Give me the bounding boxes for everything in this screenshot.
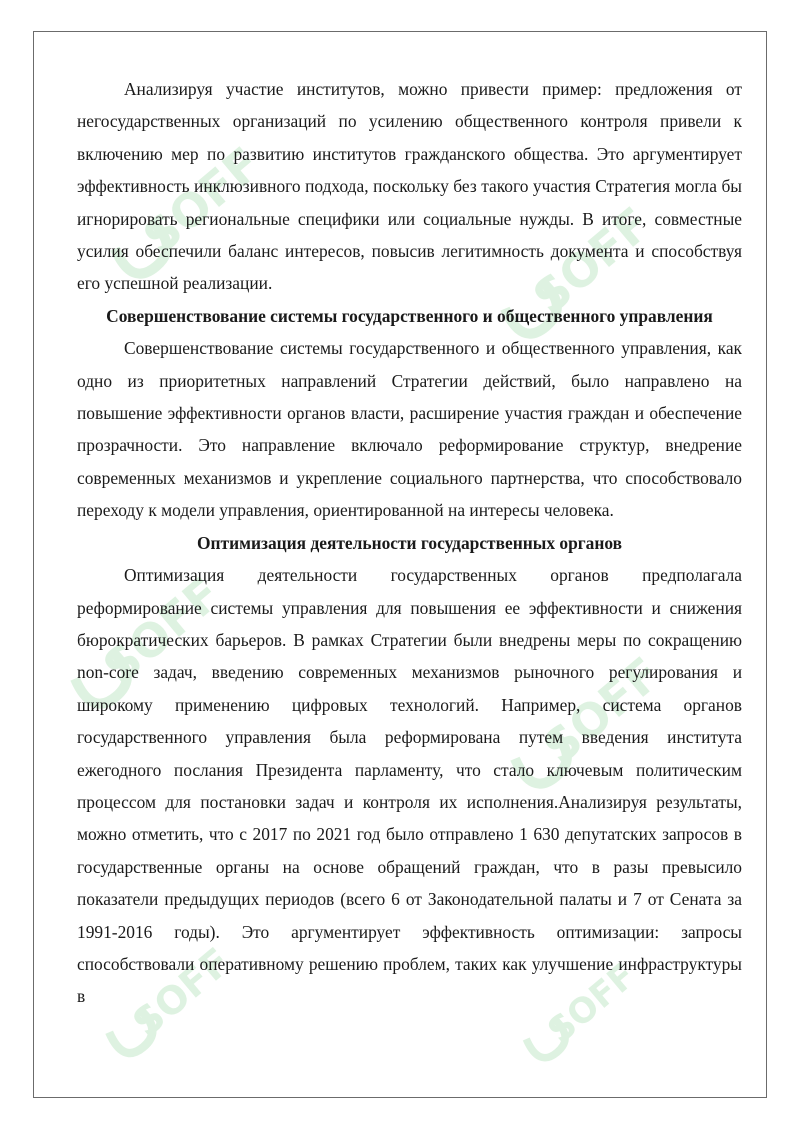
paragraph-optimization: Оптимизация деятельности государственных органов предполагала реформирование системы управления для повышения ее эффективности и снижения бюрократических барьеров. В рамках Стратегии были внедрены меры по сокращению non-core задач, введению современных механизмов рыночного регулирования и широкому применению цифровых технологий. Например, система органов государственного управления была реформирована путем введения института ежегодного послания Президента парламенту, что стало ключевым политическим процессом для постановки задач и контроля их исполнения.Анализируя результаты, можно отметить, что с 2017 по 2021 год было отправлено 1 630 депутатских запросов в государственные органы на основе обращений граждан, что в разы превысило показатели предыдущих периодов (всего 6 от Законодательной палаты и 7 от Сената за 1991-2016 годы). Это аргументирует эффективность оптимизации: запросы способствовали оперативному решению проблем, таких как улучшение инфраструктуры в	[77, 565, 742, 1007]
watermark-text: SOFF	[132, 136, 272, 265]
watermark-text: SOFF	[92, 566, 232, 695]
section-heading-governance: Совершенствование системы государственного и общественного управления	[106, 305, 713, 326]
section-heading-optimization: Оптимизация деятельности государственных органов	[196, 532, 623, 553]
watermark-text: SOFF	[522, 196, 662, 325]
paragraph-governance-improvement: Совершенствование системы государственного и общественного управления, как одно из приоритетных направлений Стратегии действий, было направлено на повышение эффективности органов власти, расширение участия граждан и обеспечение прозрачности. Это направление включало реформирование структур, внедрение современных механизмов и укрепление социального партнерства, что способствовало переходу к модели управления, ориентированной на интересы человека.	[77, 338, 742, 521]
document-body	[77, 73, 742, 1013]
paragraph-institutions-participation: Анализируя участие институтов, можно привести пример: предложения от негосударственных организаций по усилению общественного контроля привели к включению мер по развитию институтов гражданского общества. Это аргументирует эффективность инклюзивного подхода, поскольку без такого участия Стратегия могла бы игнорировать региональные специфики или социальные нужды. В итоге, совместные усилия обеспечили баланс интересов, повысив легитимность документа и способствуя его успешной реализации.	[77, 79, 742, 294]
watermark-text: SOFF	[124, 939, 240, 1047]
watermark-text: SOFF	[532, 646, 672, 775]
watermark-text: SOFF	[540, 955, 644, 1052]
